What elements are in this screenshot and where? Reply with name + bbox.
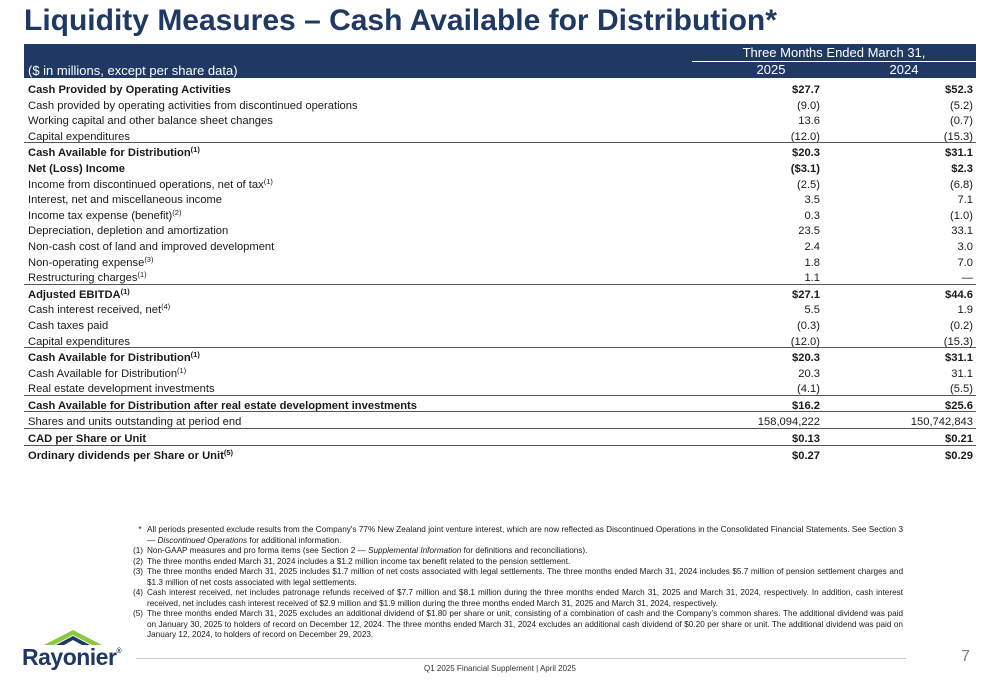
value-2024: (6.8)	[949, 178, 973, 191]
table-row	[24, 347, 976, 364]
footnote-text	[147, 609, 903, 641]
value-2025: ($3.1)	[790, 162, 820, 175]
value-2024: (0.7)	[949, 115, 973, 128]
value-2024: 150,742,843	[910, 416, 973, 429]
footnote-text-part: All periods presented exclude results from the Company's 77% New Zealand joint venture interest, which are now reflected as Discontinued Operations in the Consolidated Financial Statements. See Section 3 —	[147, 525, 903, 545]
footnote-text	[147, 557, 903, 568]
column-header-2025: 2025	[756, 62, 786, 77]
table-row	[24, 395, 976, 412]
value-2025: 1.8	[804, 256, 820, 269]
footnote-reference: (3)	[144, 254, 154, 264]
footnote	[133, 557, 903, 568]
row-label-text: Cash interest received, net	[28, 304, 162, 317]
value-2025: $27.7	[792, 84, 820, 96]
footnotes	[133, 525, 903, 641]
row-label-text: Income from discontinued operations, net of tax	[28, 178, 264, 191]
footnote-reference: (1)	[120, 286, 130, 296]
logo-text: Rayonier	[22, 644, 117, 670]
logo-registered-mark: ®	[116, 648, 122, 655]
value-2025: (0.3)	[796, 319, 820, 332]
value-2025: (12.0)	[790, 335, 820, 348]
footnote-text	[147, 567, 903, 588]
table-row	[24, 332, 976, 348]
footnote-marker: *	[138, 525, 142, 534]
column-header-2024: 2024	[889, 62, 919, 77]
footnote-reference: (1)	[137, 270, 147, 280]
row-label-text: Interest, net and miscellaneous income	[28, 194, 223, 207]
row-label-text: Restructuring charges	[28, 272, 138, 285]
row-label-text: Cash Provided by Operating Activities	[28, 84, 231, 96]
row-label-text: Ordinary dividends per Share or Unit	[28, 449, 224, 462]
footnote-text	[147, 525, 903, 546]
footnote-text	[147, 546, 903, 557]
value-2025: 23.5	[798, 225, 820, 238]
value-2025: 1.1	[804, 272, 820, 285]
table-row	[24, 142, 976, 159]
row-label-text: Cash Available for Distribution after real estate development investments	[28, 399, 417, 412]
value-2025: $0.13	[792, 433, 820, 446]
row-label-text: Net (Loss) Income	[28, 162, 125, 175]
footnote-text-part: Cash interest received, net includes patronage refunds received of $7.7 million and $8.1 million during the three months ended March 31, 2025 and March 31, 2024, respectively. In addition, cash interest received, net includes cash interest received of $2.9 million and $1.9 million during the three months ended March 31, 2025 and March 31, 2024, respectively.	[147, 588, 903, 608]
row-label-text: Non-operating expense	[28, 256, 145, 269]
footnote	[133, 525, 903, 546]
value-2025: $20.3	[792, 352, 820, 365]
footnote-text-part: Non-GAAP measures and pro forma items (see Section 2 —	[147, 546, 369, 555]
table-row	[24, 221, 976, 237]
row-label-text: Real estate development investments	[28, 383, 215, 396]
footnote-marker: (3)	[133, 567, 144, 576]
footnote-reference: (5)	[223, 447, 233, 457]
value-2024: $44.6	[945, 288, 973, 301]
footnote-reference: (1)	[263, 176, 273, 186]
period-header: Three Months Ended March 31,	[742, 45, 926, 60]
footnote-marker: (4)	[133, 588, 144, 597]
table-row	[24, 237, 976, 253]
footnote	[133, 609, 903, 641]
footnote-text-part: The three months ended March 31, 2025 includes $1.7 million of net costs associated with legal settlements. The three months ended March 31, 2024 includes $5.7 million of pension settlement charges and $1.3 million of net costs associated with legal settlements.	[147, 567, 903, 587]
table-row	[24, 379, 976, 395]
table-row	[24, 253, 976, 269]
value-2025: (4.1)	[796, 383, 820, 396]
table-header	[24, 44, 976, 78]
value-2024: $25.6	[945, 399, 973, 412]
value-2025: $20.3	[792, 147, 820, 160]
value-2024: 7.0	[957, 256, 973, 269]
footnote-marker: (2)	[133, 556, 144, 566]
footnote-text	[147, 588, 903, 609]
footnote-text-part: for additional information.	[247, 535, 342, 545]
footnote-reference: (1)	[190, 145, 200, 155]
footnote-reference: (1)	[190, 350, 200, 360]
row-label-text: Shares and units outstanding at period end	[28, 416, 242, 429]
row-label-text: Cash provided by operating activities from discontinued operations	[28, 99, 358, 112]
value-2024: $52.3	[945, 84, 973, 96]
row-label	[28, 449, 233, 465]
footnote-text-part: Supplemental Information	[368, 546, 462, 555]
table-row	[24, 159, 976, 175]
row-label-text: Capital expenditures	[28, 335, 130, 348]
value-2025: (9.0)	[796, 99, 820, 112]
value-2025: 158,094,222	[757, 416, 820, 429]
value-2025: $27.1	[792, 288, 820, 301]
units-label: ($ in millions, except per share data)	[28, 63, 238, 78]
footnote-reference: (4)	[161, 302, 171, 312]
value-2024: $31.1	[945, 352, 973, 365]
row-label-text: Cash Available for Distribution	[28, 367, 178, 380]
value-2025: 13.6	[798, 115, 820, 128]
row-label-text: Working capital and other balance sheet changes	[28, 115, 273, 128]
value-2025: $16.2	[792, 399, 820, 412]
row-label-text: Cash Available for Distribution	[28, 147, 191, 160]
value-2024: 33.1	[951, 225, 973, 238]
value-2024: (15.3)	[943, 335, 973, 348]
table-row	[24, 300, 976, 316]
value-2024: 7.1	[957, 194, 973, 207]
value-2024: (15.3)	[943, 130, 973, 143]
value-2025: 0.3	[804, 209, 820, 222]
row-label-text: Capital expenditures	[28, 130, 130, 143]
row-label-text: Adjusted EBITDA	[28, 288, 121, 301]
value-2025: (2.5)	[796, 178, 820, 191]
table-row	[24, 316, 976, 332]
value-2025: 2.4	[804, 240, 820, 253]
value-2025: $0.27	[792, 449, 820, 462]
table-row	[24, 364, 976, 380]
value-2025: 5.5	[804, 304, 820, 317]
footnote-marker: (5)	[133, 609, 144, 618]
row-label-text: Depreciation, depletion and amortization	[28, 225, 229, 238]
footnote-text-part: The three months ended March 31, 2025 excludes an additional dividend of $1.80 per share or unit, consisting of a combination of cash and the Company’s common shares. The additional dividend was paid on January 30, 2025 to holders of record on December 12, 2024. The three months ended March 31, 2024 excludes an additional cash dividend of $0.20 per share or unit. The additional dividend was paid on January 12, 2024, to holders of record on December 29, 2023.	[147, 609, 903, 639]
footer-text: Q1 2025 Financial Supplement | April 2025	[424, 664, 576, 673]
value-2024: (5.5)	[949, 383, 973, 396]
table-row	[24, 268, 976, 284]
table-row	[24, 428, 976, 445]
footnote-text-part: for definitions and reconciliations).	[461, 546, 588, 555]
footnote	[133, 588, 903, 609]
row-label-text: Cash taxes paid	[28, 319, 109, 332]
footnote	[133, 546, 903, 557]
footnote-reference: (1)	[177, 365, 187, 375]
table-row	[24, 127, 976, 143]
table-row	[24, 175, 976, 191]
value-2024: (1.0)	[949, 209, 973, 222]
row-label-text: Income tax expense (benefit)	[28, 209, 173, 222]
table-row	[24, 445, 976, 462]
row-label-text: CAD per Share or Unit	[28, 433, 147, 446]
value-2024: —	[961, 272, 973, 285]
value-2024: 3.0	[957, 240, 973, 253]
value-2025: 3.5	[804, 194, 820, 207]
value-2024: $0.21	[945, 433, 973, 446]
value-2024: 31.1	[951, 367, 973, 380]
table-row	[24, 206, 976, 222]
row-label-text: Cash Available for Distribution	[28, 352, 191, 365]
table-row	[24, 284, 976, 301]
value-2024: (5.2)	[949, 99, 973, 112]
table-row	[24, 411, 976, 428]
table-row	[24, 111, 976, 127]
footnote	[133, 567, 903, 588]
table-row	[24, 80, 976, 96]
bottom-divider	[136, 658, 906, 659]
footnote-marker: (1)	[133, 546, 144, 555]
row-label-text: Non-cash cost of land and improved development	[28, 240, 275, 253]
cad-table	[24, 80, 976, 461]
value-2024: $2.3	[951, 162, 973, 175]
value-2025: (12.0)	[790, 130, 820, 143]
table-row	[24, 190, 976, 206]
footnote-text-part: Discontinued Operations	[157, 535, 248, 545]
table-row	[24, 96, 976, 112]
value-2024: (0.2)	[949, 319, 973, 332]
value-2024: $0.29	[945, 449, 973, 462]
page-title: Liquidity Measures – Cash Available for Distribution*	[24, 4, 777, 37]
footnote-text-part: The three months ended March 31, 2024 includes a $1.2 million income tax benefit related to the pension settlement.	[147, 556, 571, 566]
value-2025: 20.3	[798, 367, 820, 380]
value-2024: $31.1	[945, 147, 973, 160]
value-2024: 1.9	[957, 304, 973, 317]
footnote-reference: (2)	[172, 207, 182, 217]
page-number: 7	[961, 648, 970, 665]
